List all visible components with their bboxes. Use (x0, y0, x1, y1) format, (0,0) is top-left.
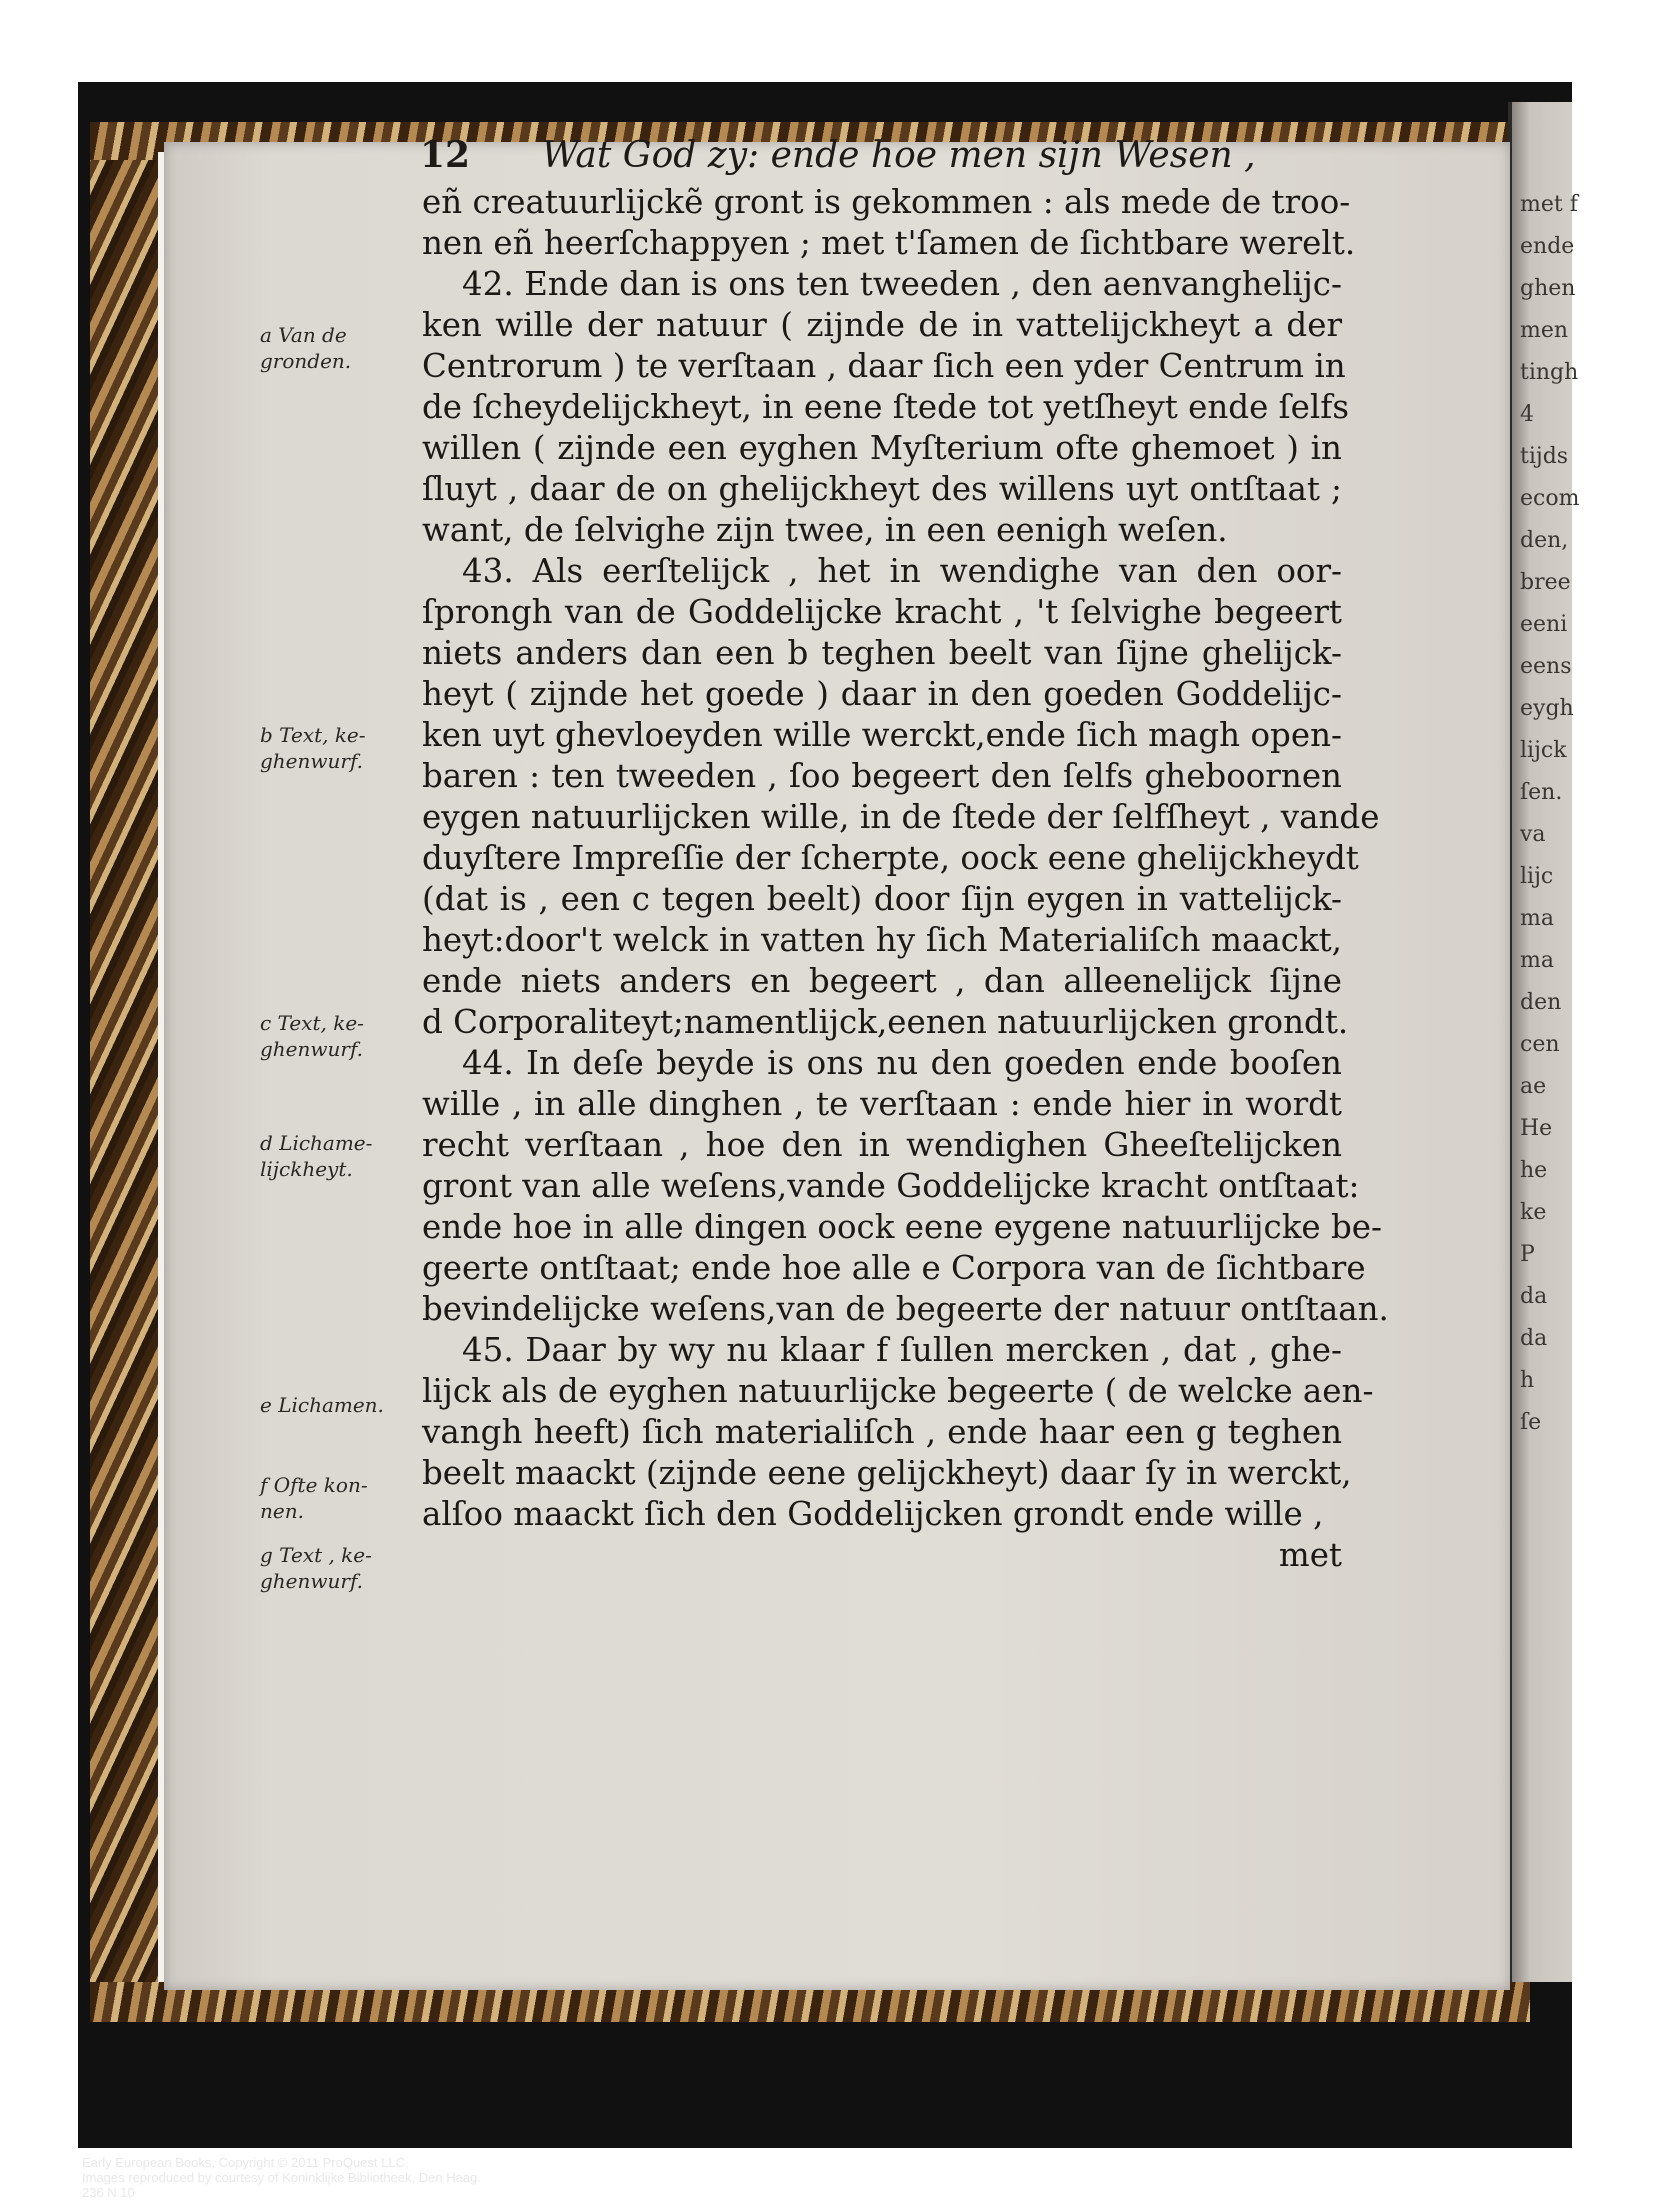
adjacent-fragment: ghen (1520, 276, 1576, 301)
adjacent-fragment: eygh (1520, 696, 1574, 721)
adjacent-fragment: He (1520, 1116, 1553, 1141)
text-line: Centrorum ) te verſtaan , daar ſich een yder Centrum in (422, 347, 1346, 385)
text-line: 45. Daar by wy nu klaar f ſullen mercken , dat , ghe- (462, 1331, 1342, 1369)
text-line: eñ creatuurlijckẽ gront is gekommen : als mede de troo- (422, 183, 1351, 221)
adjacent-fragment: tijds (1520, 444, 1569, 469)
adjacent-fragment: he (1520, 1158, 1548, 1183)
text-line: duyſtere Impreſſie der ſcherpte, oock eene ghelijckheydt (422, 839, 1359, 877)
text-line: met (1278, 1536, 1342, 1574)
text-line: 44. In deſe beyde is ons nu den goeden ende booſen (462, 1044, 1342, 1082)
adjacent-fragment: P (1520, 1242, 1535, 1267)
text-line: ende niets anders en begeert , dan alleenelijck ſijne (422, 962, 1342, 1000)
text-line: gront van alle weſens,vande Goddelijcke kracht ontſtaat: (422, 1167, 1360, 1205)
adjacent-fragment: cen (1520, 1032, 1560, 1057)
text-line: d Corporaliteyt;namentlijck,eenen natuurlijcken grondt. (422, 1003, 1349, 1041)
running-header (420, 134, 1256, 176)
adjacent-fragment: lijc (1520, 864, 1554, 889)
text-line: nen eñ heerſchappyen ; met t'ſamen de ſichtbare werelt. (422, 224, 1356, 262)
adjacent-fragment: met f (1520, 192, 1578, 217)
text-line: ende hoe in alle dingen oock eene eygene natuurlijcke be- (422, 1208, 1382, 1246)
text-line: niets anders dan een b teghen beelt van ſijne ghelijck- (422, 634, 1342, 672)
adjacent-fragment: ende (1520, 234, 1575, 259)
footer-copyright: Early European Books, Copyright © 2011 ProQuest LLC. (82, 2155, 409, 2170)
adjacent-fragment: da (1520, 1326, 1548, 1351)
adjacent-fragment: h (1520, 1368, 1535, 1393)
adjacent-fragment: ecom (1520, 486, 1580, 511)
running-title: Wat God zy: ende hoe men sijn Wesen , (541, 135, 1256, 176)
text-line: recht verſtaan , hoe den in wendighen Gheeſtelijcken (422, 1126, 1342, 1164)
text-line: beelt maackt (zijnde eene gelijckheyt) daar ſy in werckt, (422, 1454, 1352, 1492)
text-line: de ſcheydelijckheyt, in eene ſtede tot yetſheyt ende ſelfs (422, 388, 1349, 426)
text-line: alſoo maackt ſich den Goddelijcken grondt ende wille , (422, 1495, 1324, 1533)
text-line: (dat is , een c tegen beelt) door ſijn eygen in vattelijck- (422, 880, 1342, 918)
margin-note: g Text , ke-ghenwurf. (260, 1543, 372, 1593)
adjacent-fragment: lijck (1520, 738, 1567, 763)
adjacent-fragment: eens (1520, 654, 1572, 679)
adjacent-fragment: ma (1520, 948, 1554, 973)
adjacent-fragment: den (1520, 990, 1562, 1015)
footer-courtesy: Images reproduced by courtesy of Koninklijke Bibliotheek, Den Haag. (82, 2170, 481, 2185)
margin-note: c Text, ke-ghenwurf. (260, 1011, 364, 1061)
adjacent-fragment: da (1520, 1284, 1548, 1309)
margin-note: e Lichamen. (260, 1393, 384, 1417)
body-text (422, 182, 1389, 1576)
text-line: wille , in alle dinghen , te verſtaan : ende hier in wordt (422, 1085, 1342, 1123)
adjacent-page (1512, 102, 1580, 1982)
text-line: 43. Als eerſtelijck , het in wendighe van den oor- (462, 552, 1342, 590)
adjacent-fragment: ae (1520, 1074, 1547, 1099)
text-line: heyt:door't welck in vatten hy ſich Materialiſch maackt, (422, 921, 1342, 959)
margin-note: f Ofte kon-nen. (260, 1473, 368, 1523)
footer-shelfmark: 236 N 10 (82, 2185, 135, 2200)
text-line: willen ( zijnde een eyghen Myſterium ofte ghemoet ) in (422, 429, 1342, 467)
text-line: want, de ſelvighe zijn twee, in een eenigh weſen. (422, 511, 1228, 549)
margin-note: d Lichame-lijckheyt. (260, 1131, 373, 1181)
text-line: heyt ( zijnde het goede ) daar in den goeden Goddelijc- (422, 675, 1342, 713)
text-line: eygen natuurlijcken wille, in de ſtede der ſelfſheyt , vande (422, 798, 1380, 836)
adjacent-fragment: eeni (1520, 612, 1568, 637)
adjacent-fragment: bree (1520, 570, 1571, 595)
adjacent-fragment: va (1520, 822, 1546, 847)
text-line: baren : ten tweeden , ſoo begeert den ſelfs gheboornen (422, 757, 1342, 795)
margin-note: b Text, ke-ghenwurf. (260, 723, 366, 773)
adjacent-fragment: ſen. (1520, 780, 1563, 805)
adjacent-fragment: ſe (1520, 1410, 1542, 1435)
text-line: ſluyt , daar de on ghelijckheyt des willens uyt ontſtaat ; (422, 470, 1342, 508)
scan-frame (78, 82, 1580, 2148)
adjacent-fragment: ma (1520, 906, 1554, 931)
adjacent-fragment: ke (1520, 1200, 1547, 1225)
adjacent-fragment: men (1520, 318, 1569, 343)
page-number: 12 (420, 134, 471, 176)
text-line: vangh heeft) ſich materialiſch , ende haar een g teghen (422, 1413, 1342, 1451)
text-line: ken uyt ghevloeyden wille werckt,ende ſich magh open- (422, 716, 1342, 754)
text-line: ſprongh van de Goddelijcke kracht , 't ſelvighe begeert (422, 593, 1342, 631)
adjacent-fragment: 4 (1520, 402, 1534, 427)
text-line: 42. Ende dan is ons ten tweeden , den aenvanghelijc- (462, 265, 1342, 303)
adjacent-fragment: tingh (1520, 360, 1579, 385)
text-line: ken wille der natuur ( zijnde de in vattelijckheyt a der (422, 306, 1342, 344)
adjacent-fragment: den, (1520, 528, 1569, 553)
text-line: geerte ontſtaat; ende hoe alle e Corpora van de ſichtbare (422, 1249, 1366, 1287)
margin-note: a Van de gronden. (260, 323, 352, 373)
text-line: bevindelijcke weſens,van de begeerte der natuur ontſtaan. (422, 1290, 1389, 1328)
text-line: lijck als de eyghen natuurlijcke begeerte ( de welcke aen- (422, 1372, 1374, 1410)
book-page (164, 134, 1510, 1990)
